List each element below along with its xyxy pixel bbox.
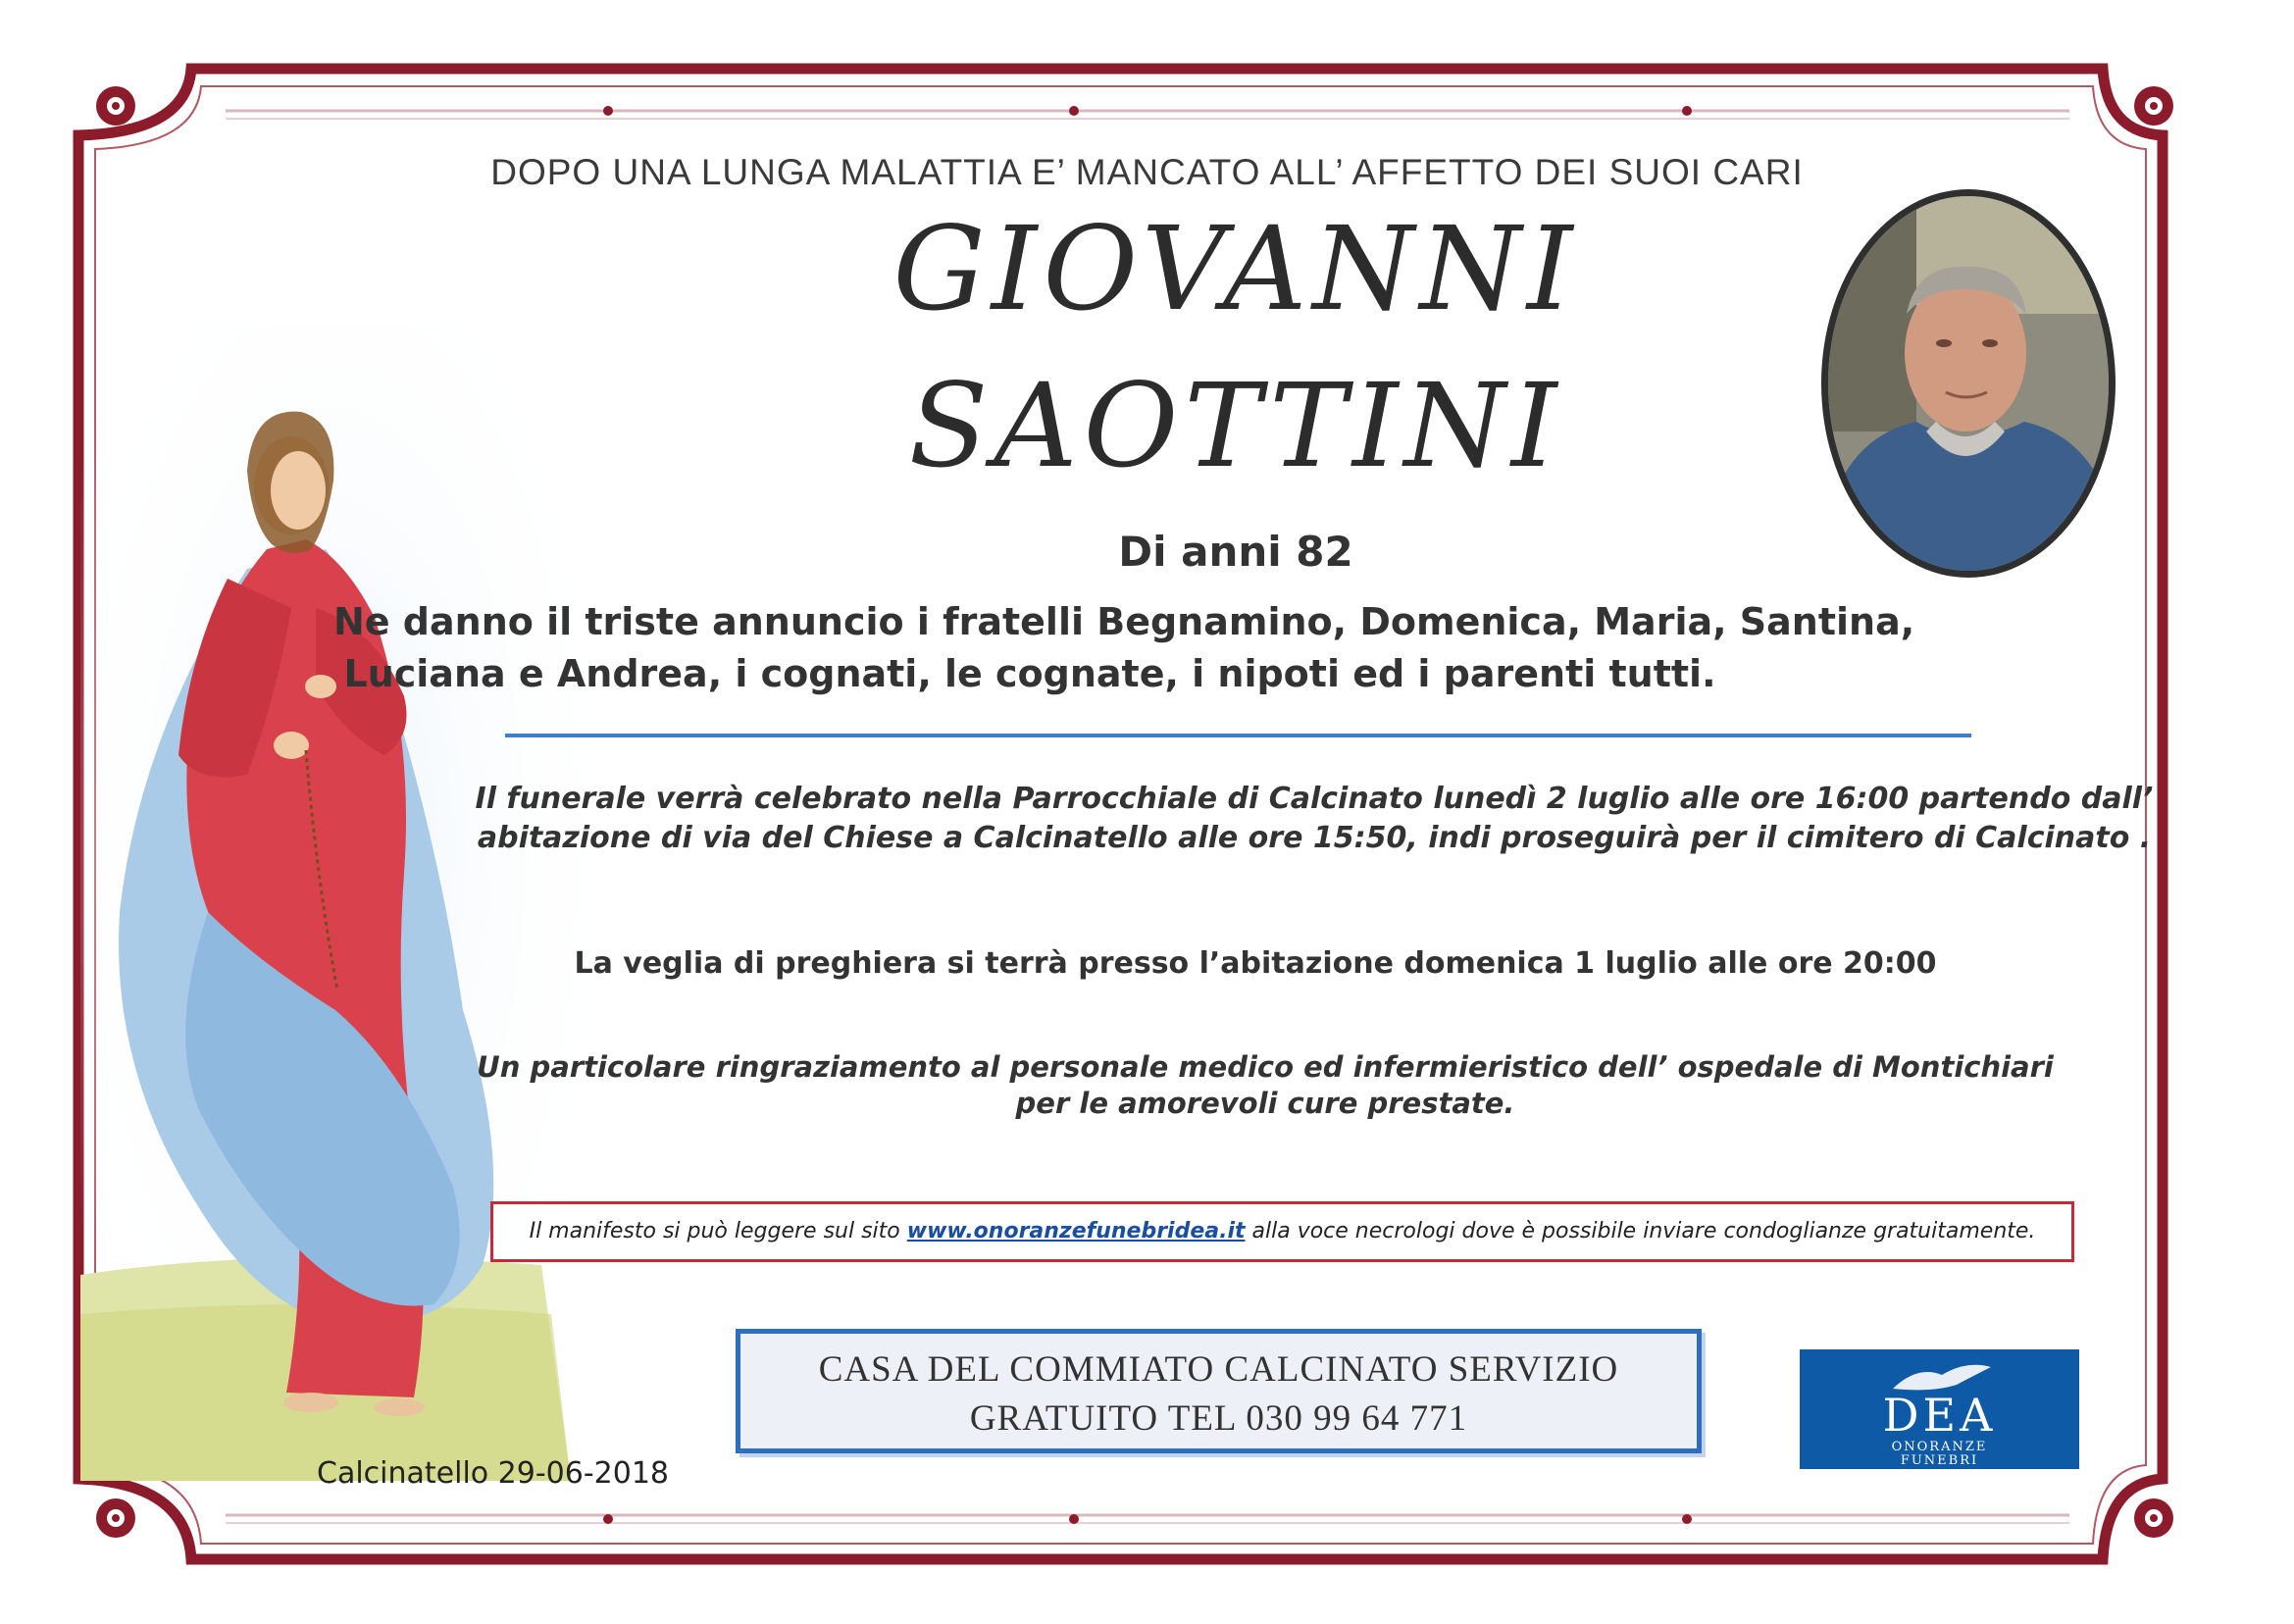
vigil-info: La veglia di preghiera si terrà presso l’abitazione domenica 1 luglio alle ore 20:00 — [574, 946, 1937, 981]
intro-line: DOPO UNA LUNGA MALATTIA E’ MANCATO ALL’ AFFETTO DEI SUOI CARI — [490, 152, 1804, 192]
rosette-icon — [2134, 1498, 2173, 1538]
funeral-info — [432, 780, 2197, 858]
announcement-line: Ne danno il triste annuncio i fratelli Begnamino, Domenica, Maria, Santina, — [333, 600, 1915, 643]
thanks-note — [432, 1049, 2099, 1122]
logo-subtitle — [1800, 1441, 2079, 1468]
age-line: Di anni 82 — [1118, 528, 1353, 576]
rosette-icon — [96, 86, 135, 126]
bottom-ornament — [226, 1514, 2069, 1524]
funeral-line: Il funerale verrà celebrato nella Parrocchiale di Calcinato lunedì 2 luglio alle ore 16:00 partendo dall’ — [475, 782, 2154, 816]
place-date: Calcinatello 29-06-2018 — [317, 1456, 670, 1491]
logo-word: DEA — [1882, 1389, 1997, 1442]
logo-subtitle-line: ONORANZE — [1891, 1440, 1988, 1454]
jesus-figure-illustration — [80, 324, 590, 1481]
thanks-line: per le amorevoli cure prestate. — [1015, 1087, 1515, 1120]
top-ornament — [226, 106, 2069, 119]
deceased-first-name: GIOVANNI — [892, 201, 1579, 336]
funeral-line: abitazione di via del Chiese a Calcinatello alle ore 15:50, indi proseguirà per il cimitero di Calcinato . — [477, 821, 2152, 855]
service-line: GRATUITO TEL 030 99 64 771 — [969, 1398, 1468, 1439]
website-notice-text: Il manifesto si può leggere sul sito — [529, 1219, 907, 1243]
website-link[interactable]: www.onoranzefunebridea.it — [906, 1219, 1246, 1243]
portrait-image — [1828, 196, 2109, 571]
service-line: CASA DEL COMMIATO CALCINATO SERVIZIO — [818, 1349, 1619, 1390]
dea-logo — [1800, 1349, 2079, 1469]
service-box — [736, 1329, 1702, 1453]
website-notice-text: alla voce necrologi dove è possibile inviare condoglianze gratuitamente. — [1245, 1219, 2036, 1243]
announcement — [333, 596, 1915, 700]
rosette-icon — [96, 1498, 135, 1538]
divider — [505, 734, 1971, 737]
announcement-line: Luciana e Andrea, i cognati, le cognate, i nipoti ed i parenti tutti. — [343, 652, 1716, 695]
thanks-line: Un particolare ringraziamento al personale medico ed infermieristico dell’ ospedale di Montichiari — [477, 1050, 2054, 1084]
website-notice-box — [490, 1201, 2074, 1262]
logo-subtitle-line: FUNEBRI — [1900, 1453, 1979, 1468]
rosette-icon — [2134, 86, 2173, 126]
deceased-last-name: SAOTTINI — [908, 358, 1563, 493]
portrait-photo — [1821, 189, 2116, 578]
